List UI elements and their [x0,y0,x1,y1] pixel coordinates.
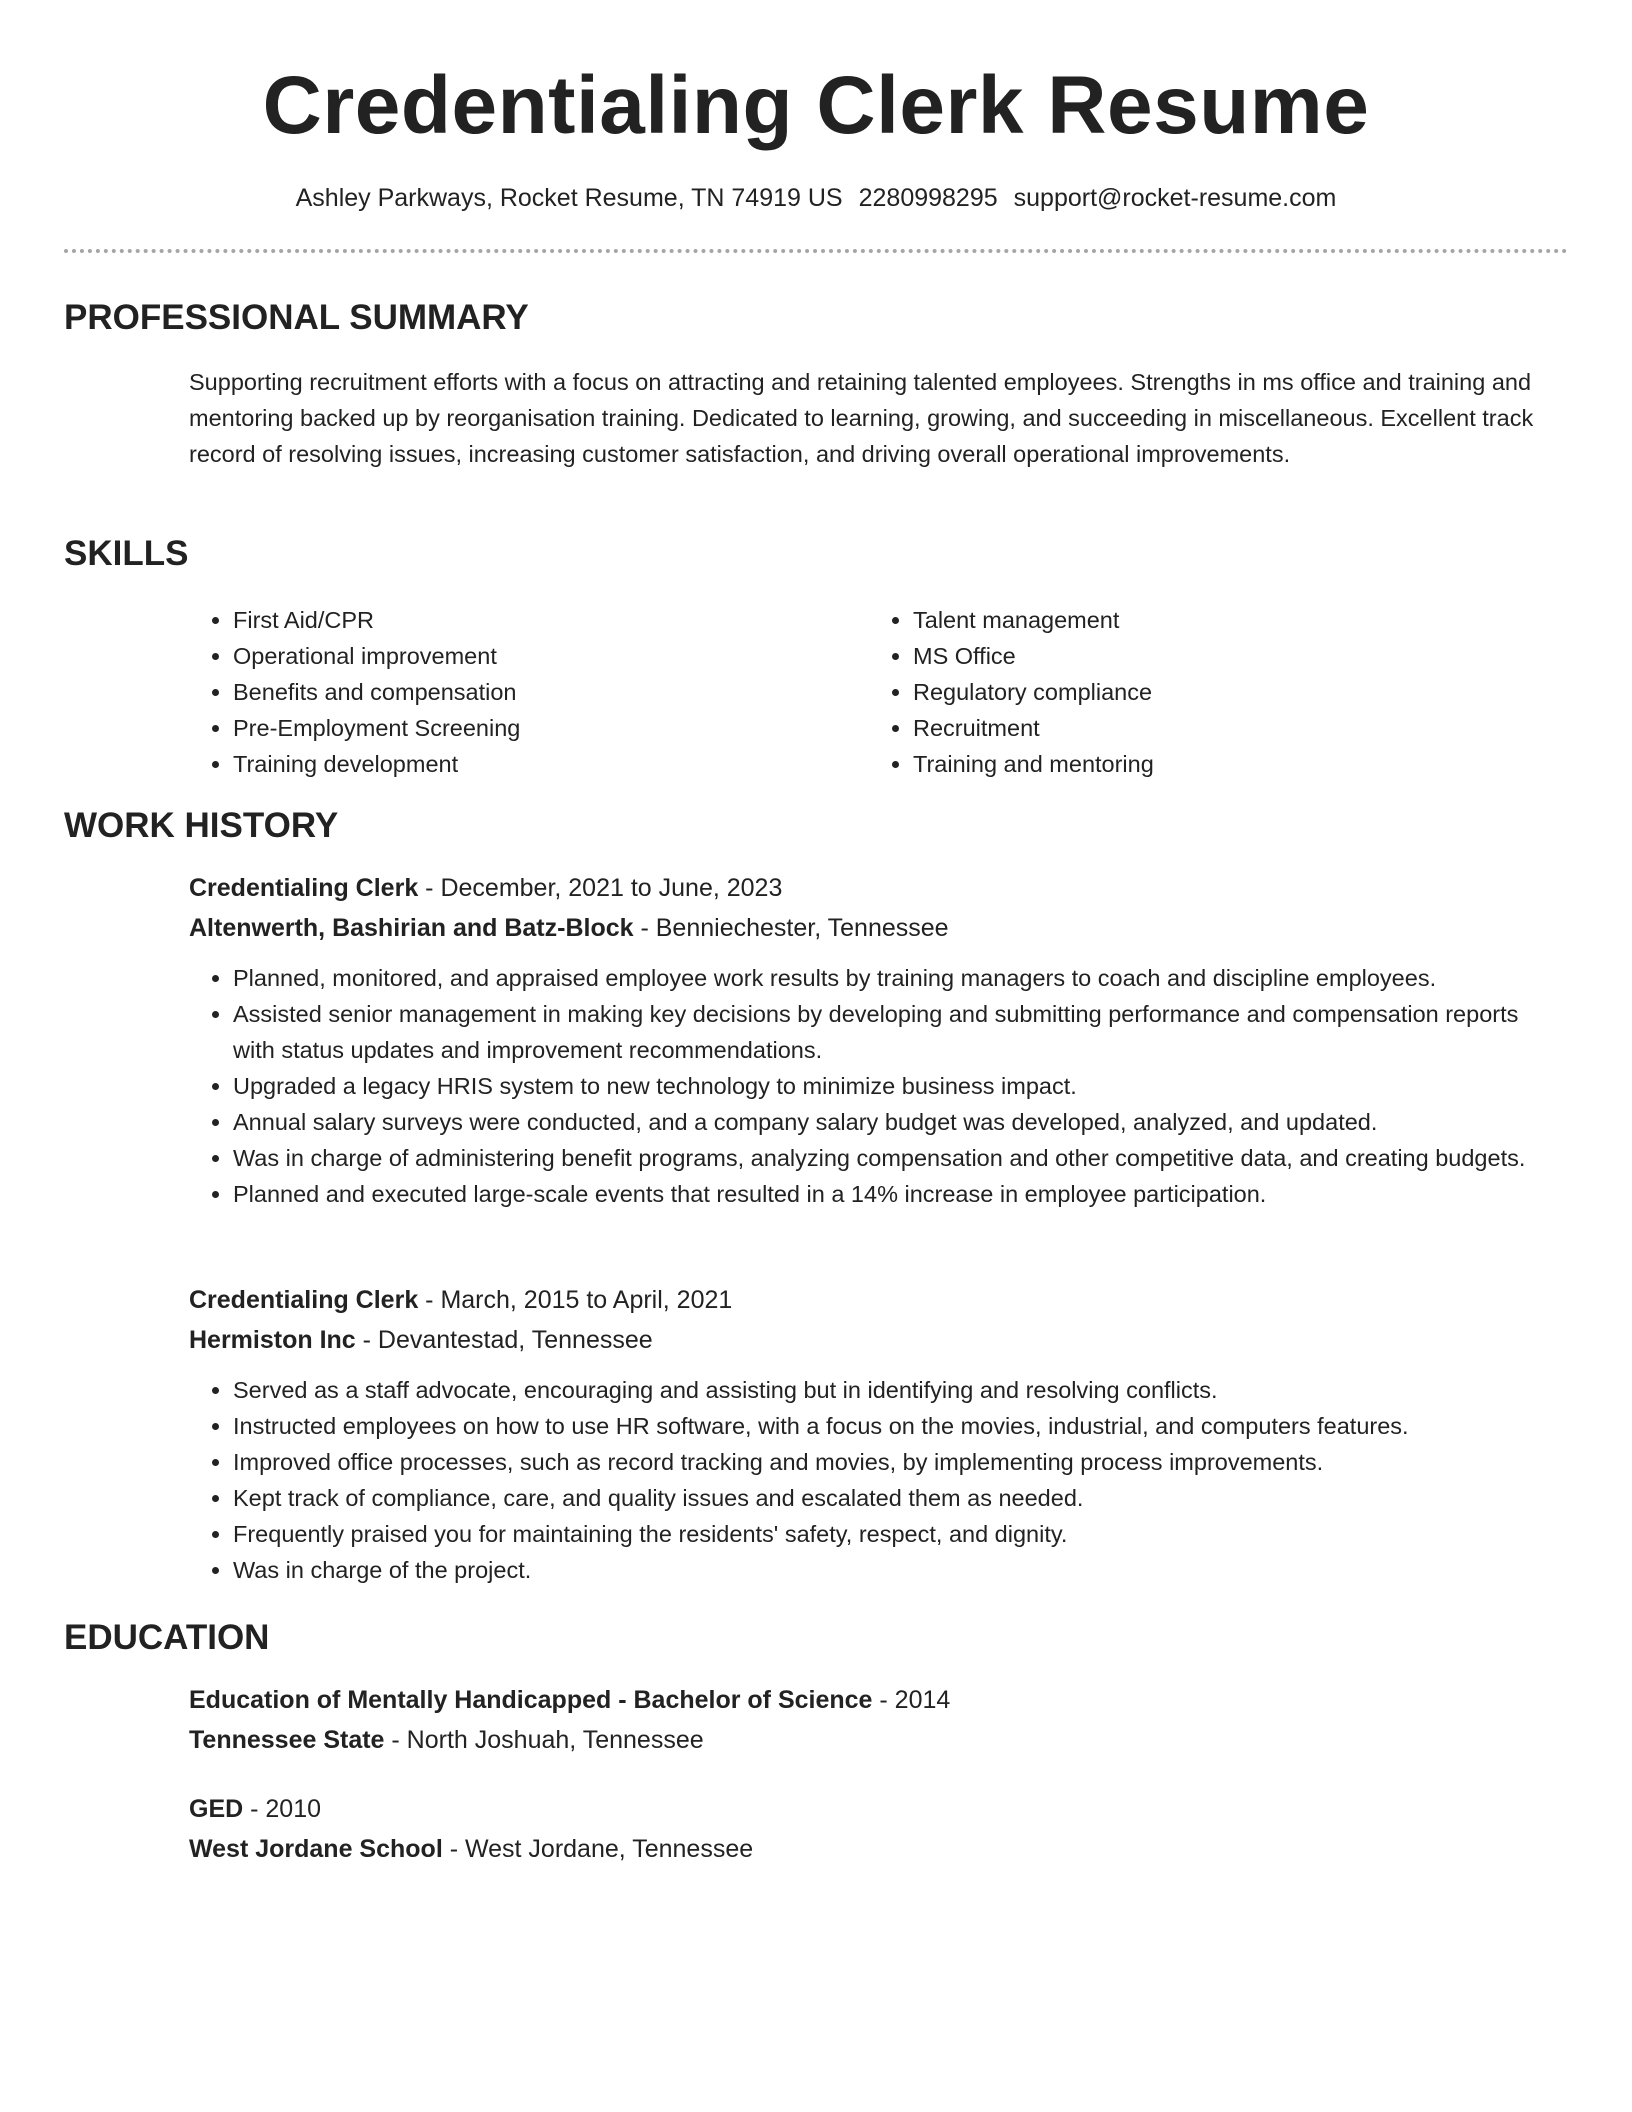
job-bullet: • Was in charge of the project. [233,1552,1549,1588]
education-degree: GED [189,1795,244,1823]
header-divider [64,249,1568,253]
education-location: - West Jordane, Tennessee [442,1835,754,1863]
job-bullet: • Planned and executed large-scale events that resulted in a 14% increase in employee participation. [233,1176,1549,1212]
education-degree-line [189,1680,1549,1720]
education-heading: EDUCATION [64,1618,270,1657]
job-dates: - March, 2015 to April, 2021 [418,1286,733,1314]
skill-item: • Regulatory compliance [913,674,1549,710]
summary-heading: PROFESSIONAL SUMMARY [64,298,529,337]
skill-item: • Operational improvement [233,638,869,674]
skill-item: • Benefits and compensation [233,674,869,710]
job-company-line [189,1320,1549,1360]
job-bullet: • Served as a staff advocate, encouraging and assisting but in identifying and resolving conflicts. [233,1372,1549,1408]
job-bullet: • Planned, monitored, and appraised employee work results by training managers to coach and discipline employees. [233,960,1549,996]
job-bullet: • Kept track of compliance, care, and quality issues and escalated them as needed. [233,1480,1549,1516]
skill-item: • Talent management [913,602,1549,638]
work-heading: WORK HISTORY [64,806,339,845]
contact-line [0,182,1632,214]
job-location: - Devantestad, Tennessee [355,1326,653,1354]
skill-item: • Recruitment [913,710,1549,746]
job-title: Credentialing Clerk [189,874,419,902]
skill-item: • Pre-Employment Screening [233,710,869,746]
education-school: Tennessee State [189,1726,385,1754]
contact-address: Ashley Parkways, Rocket Resume, TN 74919 US [295,184,843,212]
job-dates: - December, 2021 to June, 2023 [418,874,783,902]
job-bullets [189,960,1549,1212]
job-bullet: • Improved office processes, such as record tracking and movies, by implementing process improvements. [233,1444,1549,1480]
education-entry [189,1789,1549,1869]
job-title-line [189,868,1549,908]
job-company: Altenwerth, Bashirian and Batz-Block [189,914,634,942]
job-entry [189,1280,1549,1588]
skill-item: • First Aid/CPR [233,602,869,638]
education-degree-line [189,1789,1549,1829]
job-bullet: • Annual salary surveys were conducted, and a company salary budget was developed, analyzed, and updated. [233,1104,1549,1140]
job-entry [189,868,1549,1212]
job-location: - Benniechester, Tennessee [633,914,949,942]
job-title: Credentialing Clerk [189,1286,419,1314]
education-school: West Jordane School [189,1835,443,1863]
skill-item: • Training and mentoring [913,746,1549,782]
job-bullets [189,1372,1549,1588]
job-title-line [189,1280,1549,1320]
education-year: - 2014 [872,1686,951,1714]
education-school-line [189,1720,1549,1760]
job-company-line [189,908,1549,948]
summary-text: Supporting recruitment efforts with a focus on attracting and retaining talented employees. Strengths in ms office and training and mentoring backed up by reorganisation training. Dedicated to learning, growing, and succeeding in miscellaneous. Excellent track record of resolving issues, increasing customer satisfaction, and driving overall operational improvements. [189,369,1534,467]
education-school-line [189,1829,1549,1869]
job-company: Hermiston Inc [189,1326,356,1354]
job-bullet: • Upgraded a legacy HRIS system to new technology to minimize business impact. [233,1068,1549,1104]
skills-column-left [189,602,869,782]
job-bullet: • Assisted senior management in making key decisions by developing and submitting performance and compensation reports with status updates and improvement recommendations. [233,996,1549,1068]
resume-title: Credentialing Clerk Resume [262,60,1370,151]
education-entry [189,1680,1549,1760]
education-location: - North Joshuah, Tennessee [384,1726,704,1754]
skills-column-right [869,602,1549,782]
job-bullet: • Was in charge of administering benefit programs, analyzing compensation and other competitive data, and creating budgets. [233,1140,1549,1176]
skills-heading: SKILLS [64,534,189,573]
skill-item: • Training development [233,746,869,782]
job-bullet: • Instructed employees on how to use HR software, with a focus on the movies, industrial, and computers features. [233,1408,1549,1444]
job-bullet: • Frequently praised you for maintaining the residents' safety, respect, and dignity. [233,1516,1549,1552]
skill-item: • MS Office [913,638,1549,674]
contact-phone: 2280998295 [858,184,998,212]
skills-list [189,602,1549,782]
education-degree: Education of Mentally Handicapped - Bachelor of Science [189,1686,873,1714]
education-year: - 2010 [243,1795,322,1823]
contact-email: support@rocket-resume.com [1013,184,1337,212]
